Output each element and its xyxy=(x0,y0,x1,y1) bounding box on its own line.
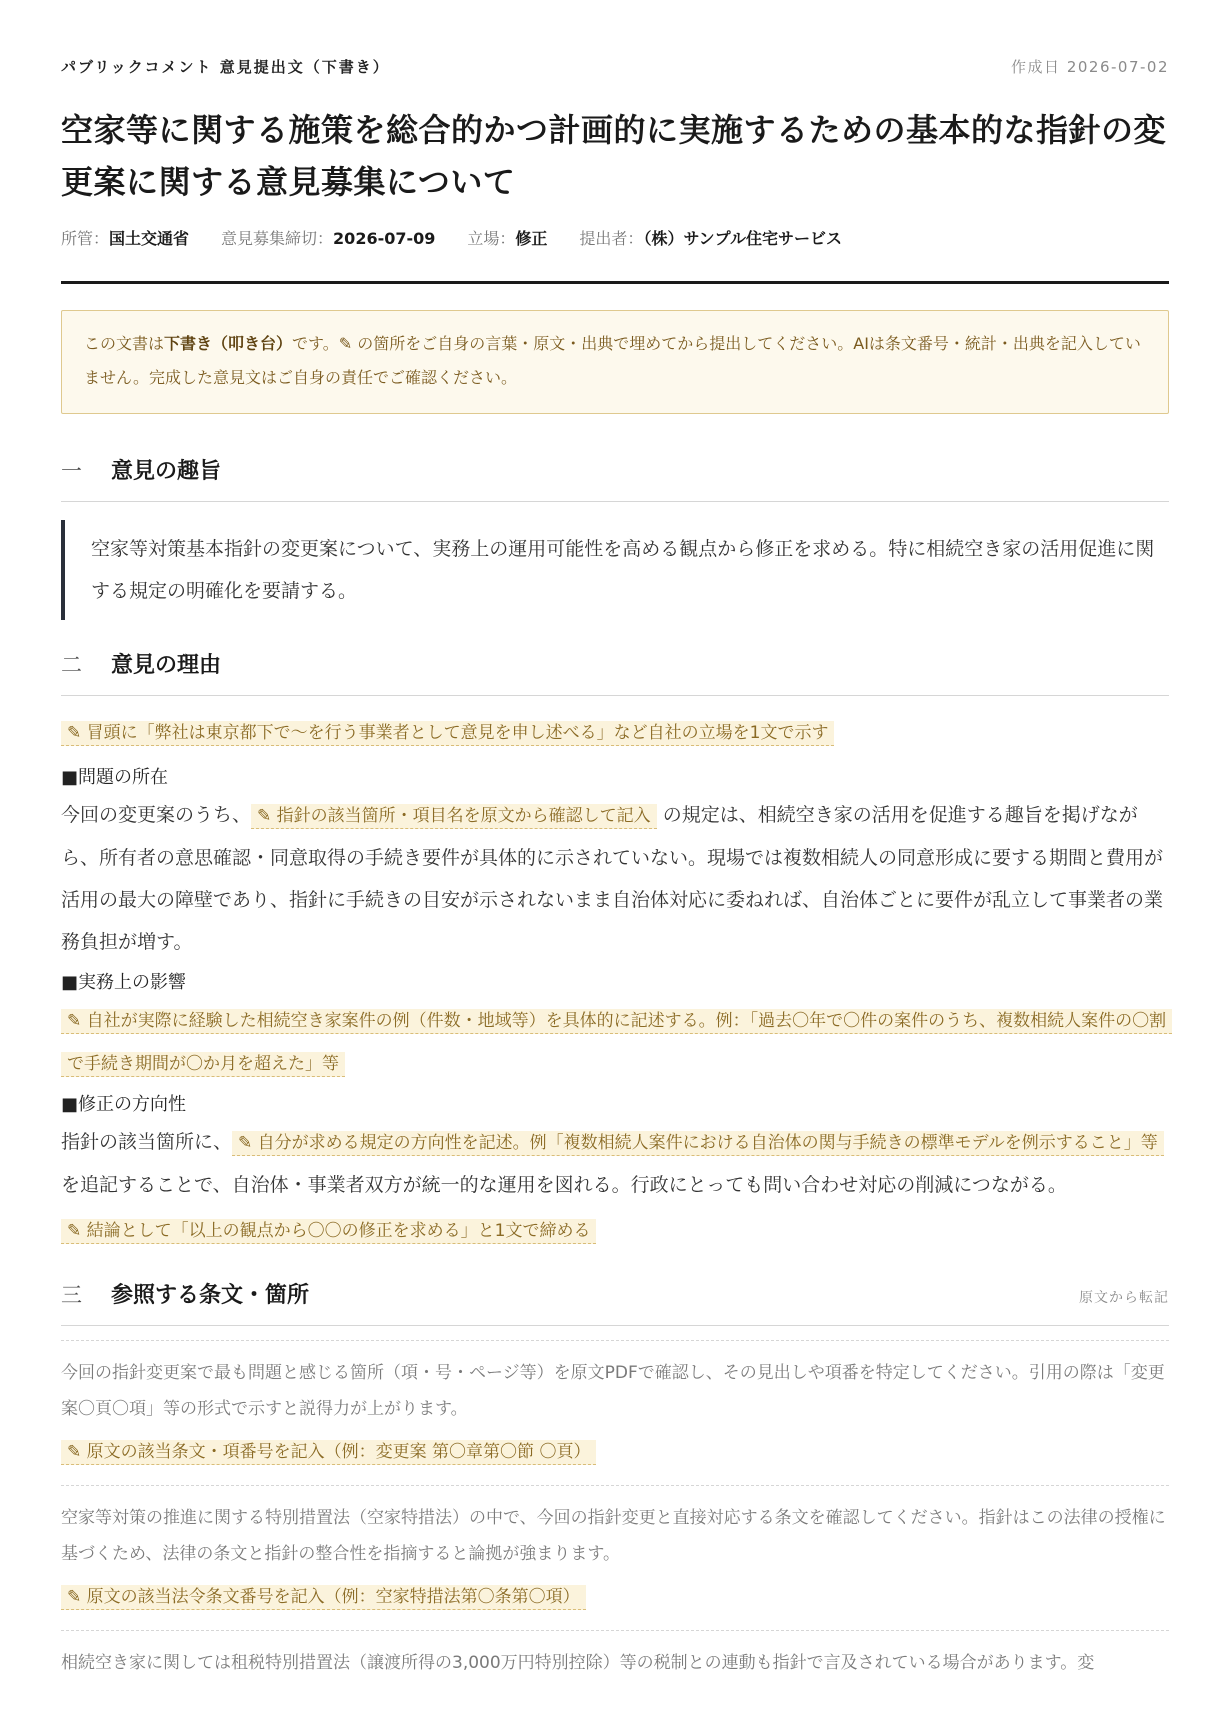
paragraph-problem: 今回の変更案のうち、 ✎ 指針の該当箇所・項目名を原文から確認して記入 の規定は、相続空き家の活用を促進する趣旨を掲げながら、所有者の意思確認・同意取得の手続き要件が具体的に示されていない。現場では複数相続人の同意形成に要する期間と費用が活用の最大の障壁であり、指針に手続きの目安が示されないまま自治体対応に委ねれば、自治体ごとに要件が乱立して事業者の業務負担が増す。 xyxy=(61,804,1164,953)
reference-list xyxy=(61,1340,1169,1693)
reference-item xyxy=(61,1340,1169,1485)
section-title: 意見の理由 xyxy=(111,653,222,678)
section-1-heading xyxy=(61,454,1169,502)
meta-position: 立場：修正 xyxy=(467,229,548,248)
section-2-heading xyxy=(61,648,1169,696)
opinion-summary: 空家等対策基本指針の変更案について、実務上の運用可能性を高める観点から修正を求める。特に相続空き家の活用促進に関する規定の明確化を要請する。 xyxy=(61,520,1169,620)
hint-line xyxy=(61,712,1169,754)
section-number: 一 xyxy=(61,459,82,483)
meta-submitter: 提出者：（株）サンプル住宅サービス xyxy=(579,229,842,248)
page-title: 空家等に関する施策を総合的かつ計画的に実施するための基本的な指針の変更案に関する意見募集について xyxy=(61,111,1167,201)
paragraph-impact xyxy=(61,999,1169,1085)
fill-in-hint[interactable]: ✎ 原文の該当法令条文番号を記入（例：空家特措法第〇条第〇項） xyxy=(61,1585,586,1610)
fill-in-hint[interactable]: ✎ 結論として「以上の観点から〇〇の修正を求める」と1文で締める xyxy=(61,1219,596,1244)
created-date: 作成日 2026-07-02 xyxy=(1011,57,1169,76)
fill-in-hint[interactable]: ✎ 冒頭に「弊社は東京都下で〜を行う事業者として意見を申し述べる」など自社の立場を1文で示す xyxy=(61,721,834,746)
paragraph-direction: 指針の該当箇所に、 ✎ 自分が求める規定の方向性を記述。例「複数相続人案件における自治体の関与手続きの標準モデルを例示すること」等 を追記することで、自治体・事業者双方が統一的な運用を図れる。行政にとっても問い合わせ対応の削減につながる。 xyxy=(61,1121,1169,1206)
subhead-direction: ■修正の方向性 xyxy=(61,1094,187,1115)
section-note: 原文から転記 xyxy=(1079,1290,1169,1306)
meta-jurisdiction: 所管：国土交通省 xyxy=(61,229,190,248)
fill-in-hint[interactable]: ✎ 指針の該当箇所・項目名を原文から確認して記入 xyxy=(251,804,657,829)
meta-deadline: 意見募集締切：2026-07-09 xyxy=(221,229,436,248)
section-number: 三 xyxy=(61,1283,82,1307)
subhead-impact: ■実務上の影響 xyxy=(61,972,187,993)
reference-description: 空家等対策の推進に関する特別措置法（空家特措法）の中で、今回の指針変更と直接対応する条文を確認してください。指針はこの法律の授権に基づくため、法律の条文と指針の整合性を指摘すると論拠が強まります。 xyxy=(61,1508,1166,1564)
document-type-label: パブリックコメント 意見提出文（下書き） xyxy=(61,57,390,76)
header-divider xyxy=(61,281,1169,284)
reference-item xyxy=(61,1485,1169,1630)
reference-item xyxy=(61,1630,1169,1693)
reference-description: 今回の指針変更案で最も問題と感じる箇所（項・号・ページ等）を原文PDFで確認し、その見出しや項番を特定してください。引用の際は「変更案〇頁〇項」等の形式で示すと説得力が上がります。 xyxy=(61,1363,1165,1419)
draft-emphasis: 下書き（叩き台） xyxy=(164,334,293,353)
draft-notice: この文書は下書き（叩き台）です。✎ の箇所をご自身の言葉・原文・出典で埋めてから提出してください。AIは条文番号・統計・出典を記入していません。完成した意見文はご自身の責任でご確認ください。 xyxy=(61,310,1169,414)
fill-in-hint[interactable]: ✎ 自分が求める規定の方向性を記述。例「複数相続人案件における自治体の関与手続きの標準モデルを例示すること」等 xyxy=(232,1131,1164,1156)
section-title: 意見の趣旨 xyxy=(111,459,222,484)
reference-description: 相続空き家に関しては租税特別措置法（譲渡所得の3,000万円特別控除）等の税制との連動も指針で言及されている場合があります。変 xyxy=(61,1653,1095,1673)
meta-row xyxy=(61,226,1169,249)
section-3-heading xyxy=(61,1278,1169,1326)
fill-in-hint[interactable]: ✎ 原文の該当条文・項番号を記入（例：変更案 第〇章第〇節 〇頁） xyxy=(61,1440,596,1465)
section-title: 参照する条文・箇所 xyxy=(111,1283,310,1308)
fill-in-hint[interactable]: ✎ 自社が実際に経験した相続空き家案件の例（件数・地域等）を具体的に記述する。例：「過去〇年で〇件の案件のうち、複数相続人案件の〇割で手続き期間が〇か月を超えた」等 xyxy=(61,1009,1172,1077)
section-number: 二 xyxy=(61,653,82,677)
hint-line xyxy=(61,1210,1169,1252)
top-bar xyxy=(61,0,1169,78)
subhead-problem: ■問題の所在 xyxy=(61,767,169,788)
